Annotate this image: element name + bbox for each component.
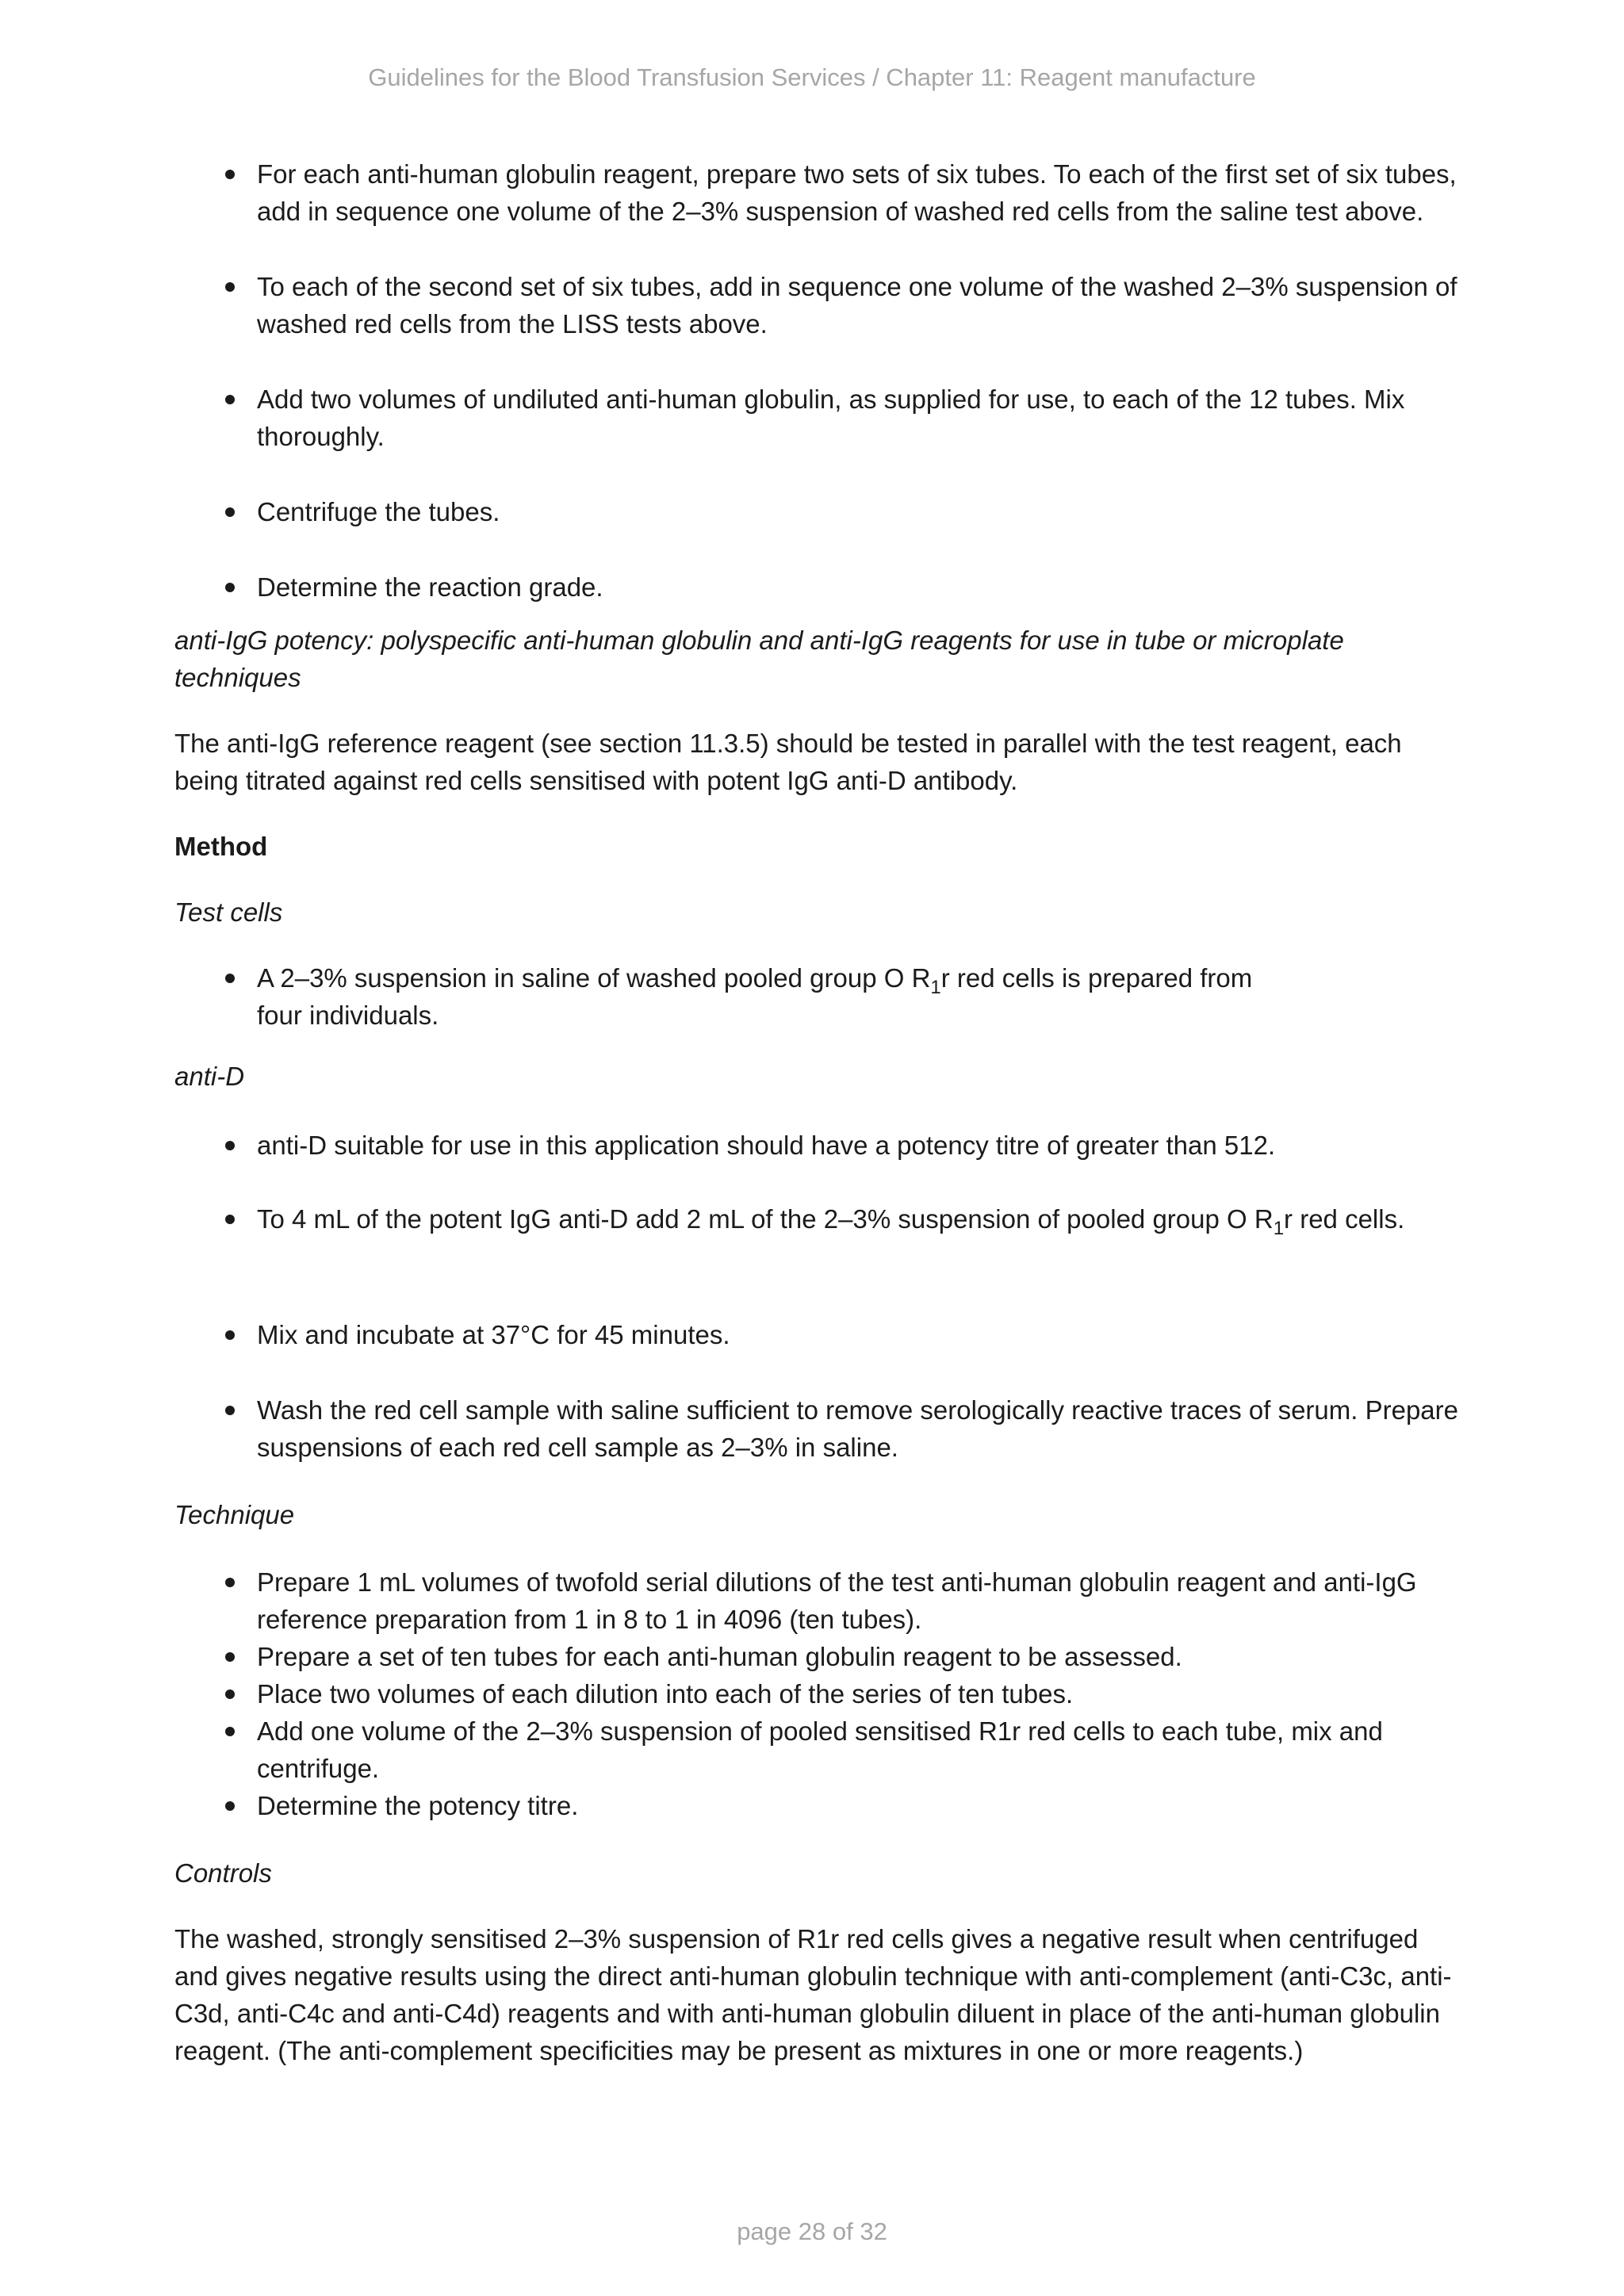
- subscript: 1: [1273, 1218, 1285, 1239]
- list-item: Wash the red cell sample with saline sufficient to remove serologically reactive traces of serum. Prepare suspensions of each red cell sample as 2–3% in saline.: [257, 1391, 1459, 1466]
- list-item: anti-D suitable for use in this application should have a potency titre of greater than 512.: [257, 1127, 1459, 1164]
- procedure-list: [174, 155, 1459, 606]
- technique-list: [174, 1563, 1459, 1824]
- running-header: Guidelines for the Blood Transfusion Services / Chapter 11: Reagent manufacture: [368, 63, 1256, 91]
- subscript: 1: [930, 977, 941, 998]
- list-item: Prepare 1 mL volumes of twofold serial dilutions of the test anti-human globulin reagent and anti-IgG reference preparation from 1 in 8 to 1 in 4096 (ten tubes).: [257, 1563, 1459, 1638]
- anti-d-heading: anti-D: [174, 1062, 245, 1091]
- list-item: Prepare a set of ten tubes for each anti-human globulin reagent to be assessed.: [257, 1638, 1459, 1675]
- list-item: Determine the potency titre.: [257, 1787, 1459, 1824]
- list-item-text: To 4 mL of the potent IgG anti-D add 2 mL of the 2–3% suspension of pooled group O R: [257, 1204, 1274, 1234]
- test-cells-heading: Test cells: [174, 897, 283, 927]
- list-item: Mix and incubate at 37°C for 45 minutes.: [257, 1316, 1459, 1353]
- page-number: page 28 of 32: [737, 2218, 887, 2245]
- list-item-text: A 2–3% suspension in saline of washed pooled group O R: [257, 963, 931, 993]
- test-cells-list: [174, 959, 1459, 1034]
- list-item: Determine the reaction grade.: [257, 568, 1459, 606]
- list-item: Centrifuge the tubes.: [257, 493, 1459, 530]
- anti-igg-intro: The anti-IgG reference reagent (see section 11.3.5) should be tested in parallel with the test reagent, each being titrated against red cells sensitised with potent IgG anti-D antibody.: [174, 729, 1402, 795]
- list-item: [257, 959, 1459, 1034]
- list-item-text: r red cells is prepared from: [940, 963, 1253, 993]
- list-item-text: four individuals.: [257, 1001, 439, 1030]
- technique-heading: Technique: [174, 1500, 295, 1529]
- list-item: Add one volume of the 2–3% suspension of pooled sensitised R1r red cells to each tube, mix and centrifuge.: [257, 1712, 1459, 1787]
- list-item: Add two volumes of undiluted anti-human globulin, as supplied for use, to each of the 12 tubes. Mix thoroughly.: [257, 381, 1459, 455]
- list-item: To each of the second set of six tubes, add in sequence one volume of the washed 2–3% suspension of washed red cells from the LISS tests above.: [257, 268, 1459, 342]
- anti-igg-heading: anti-IgG potency: polyspecific anti-human globulin and anti-IgG reagents for use in tube or microplate techniques: [174, 626, 1344, 692]
- controls-heading: Controls: [174, 1858, 272, 1888]
- method-heading: Method: [174, 832, 268, 861]
- list-item: [257, 1200, 1459, 1238]
- list-item: Place two volumes of each dilution into each of the series of ten tubes.: [257, 1675, 1459, 1712]
- anti-d-list: [174, 1127, 1459, 1466]
- list-item: For each anti-human globulin reagent, prepare two sets of six tubes. To each of the first set of six tubes, add in sequence one volume of the 2–3% suspension of washed red cells from the saline test above.: [257, 155, 1459, 230]
- list-item-text: r red cells.: [1284, 1204, 1405, 1234]
- controls-text: The washed, strongly sensitised 2–3% suspension of R1r red cells gives a negative result when centrifuged and gives negative results using the direct anti-human globulin technique with anti-complement (anti-C3c, anti-C3d, anti-C4c and anti-C4d) reagents and with anti-human globulin diluent in place of the anti-human globulin reagent. (The anti-complement specificities may be present as mixtures in one or more reagents.): [174, 1924, 1452, 2065]
- document-body: [174, 155, 1459, 2069]
